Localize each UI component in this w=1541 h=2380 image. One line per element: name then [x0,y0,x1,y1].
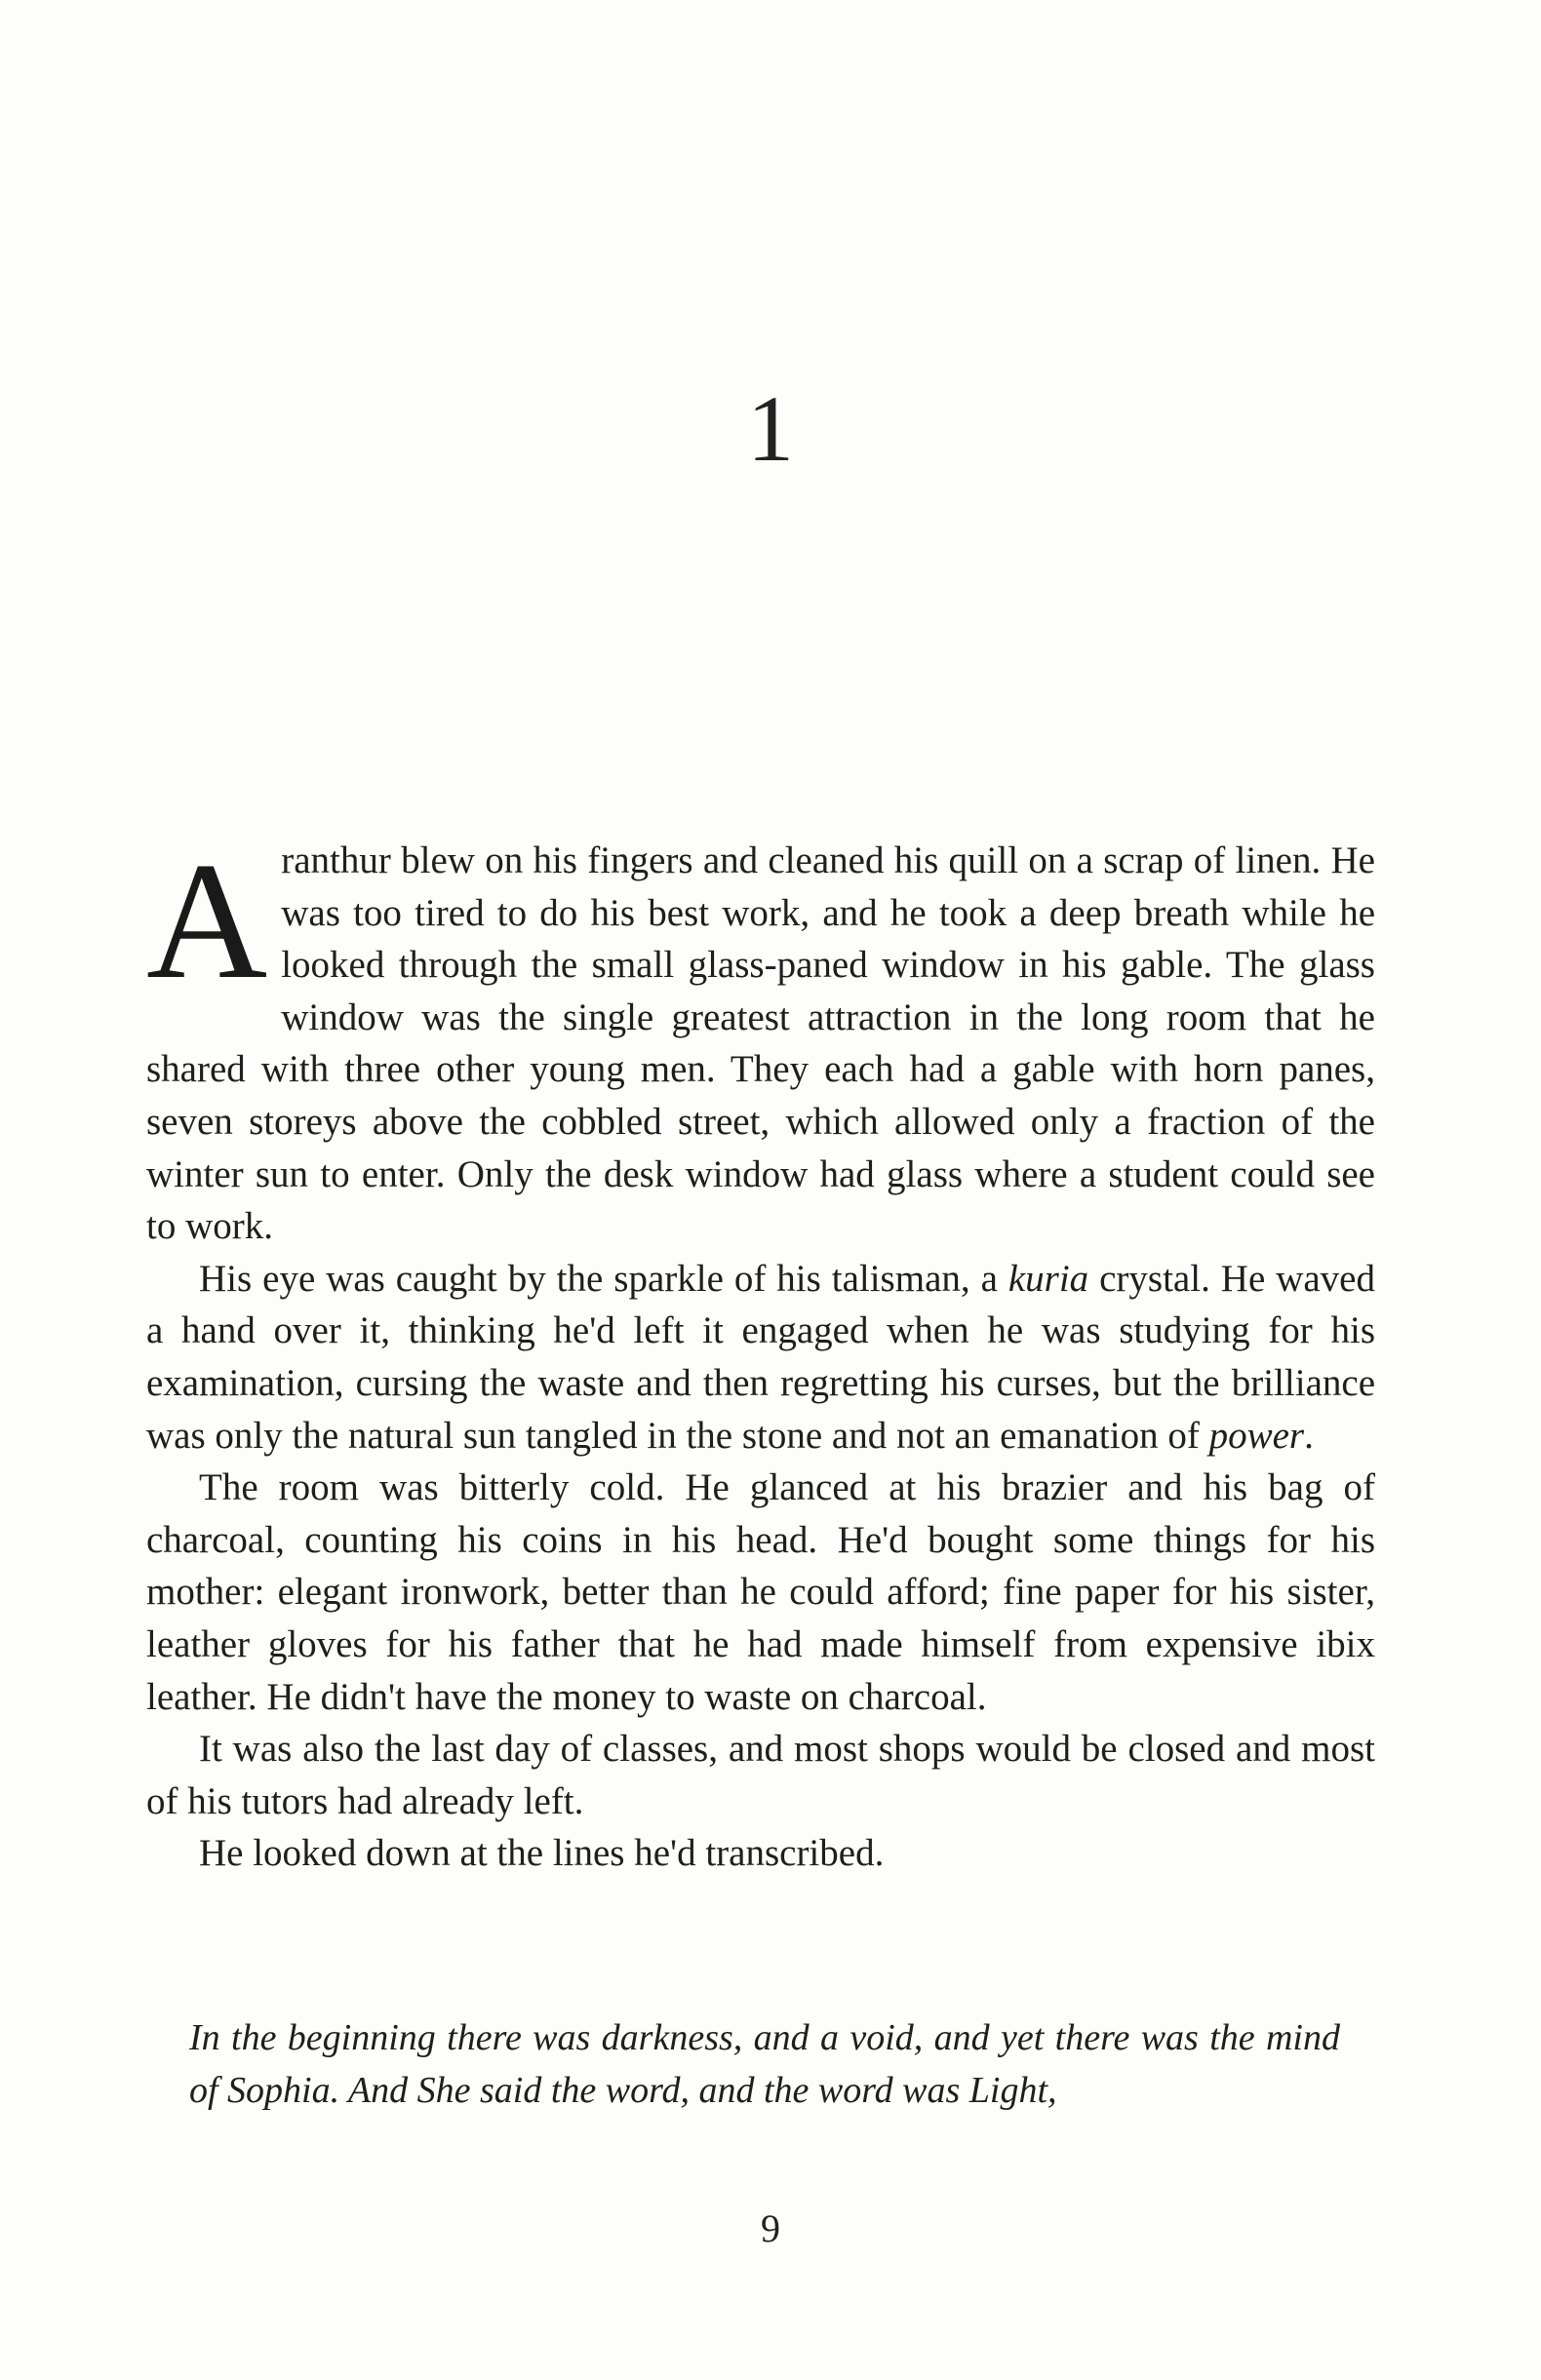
paragraph-2-text-c: . [1304,1414,1314,1457]
paragraph-2 [146,1253,1375,1462]
paragraph-2-text-a: His eye was caught by the sparkle of his talisman, a [199,1257,1008,1300]
chapter-body [146,829,1375,1880]
paragraph-2-emphasis-power: power [1208,1414,1305,1457]
paragraph-3: The room was bitterly cold. He glanced at his brazier and his bag of charcoal, counting his coins in his head. He'd bought some things for his mother: elegant ironwork, better than he could afford; fine paper for his sister, leather gloves for his father that he had made himself from expensive ibix leather. He didn't have the money to waste on charcoal. [146,1466,1375,1718]
scripture-quote-text: In the beginning there was darkness, and a void, and yet there was the mind of Sophia. And She said the word, and the word was Light, [189,2017,1340,2111]
paragraph-2-emphasis-kuria: kuria [1008,1257,1089,1300]
paragraph-4: It was also the last day of classes, and most shops would be closed and most of his tutors had already left. [146,1728,1375,1822]
drop-cap: A [146,829,268,1014]
page-number: 9 [761,2206,780,2250]
paragraph-2-text-b: crystal. He waved a hand over it, thinking he'd left it engaged when he was studying for his examination, cursing the waste and then regretting his curses, but the brilliance was only the natural sun tangled in the stone and not an emanation of [146,1257,1375,1457]
paragraph-5: He looked down at the lines he'd transcribed. [199,1832,885,1875]
chapter-number: 1 [747,376,794,481]
scripture-quote [189,2011,1340,2117]
paragraph-1-text: ranthur blew on his fingers and cleaned his quill on a scrap of linen. He was too tired to do his best work, and he took a deep breath while he looked through the small glass-paned window in his gable. The glass window was the single greatest attraction in the long room that he shared with three other young men. They each had a gable with horn panes, seven storeys above the cobbled street, which allowed only a fraction of the winter sun to enter. Only the desk window had glass where a student could see to work. [146,839,1375,1248]
paragraph-1 [146,829,1375,1253]
